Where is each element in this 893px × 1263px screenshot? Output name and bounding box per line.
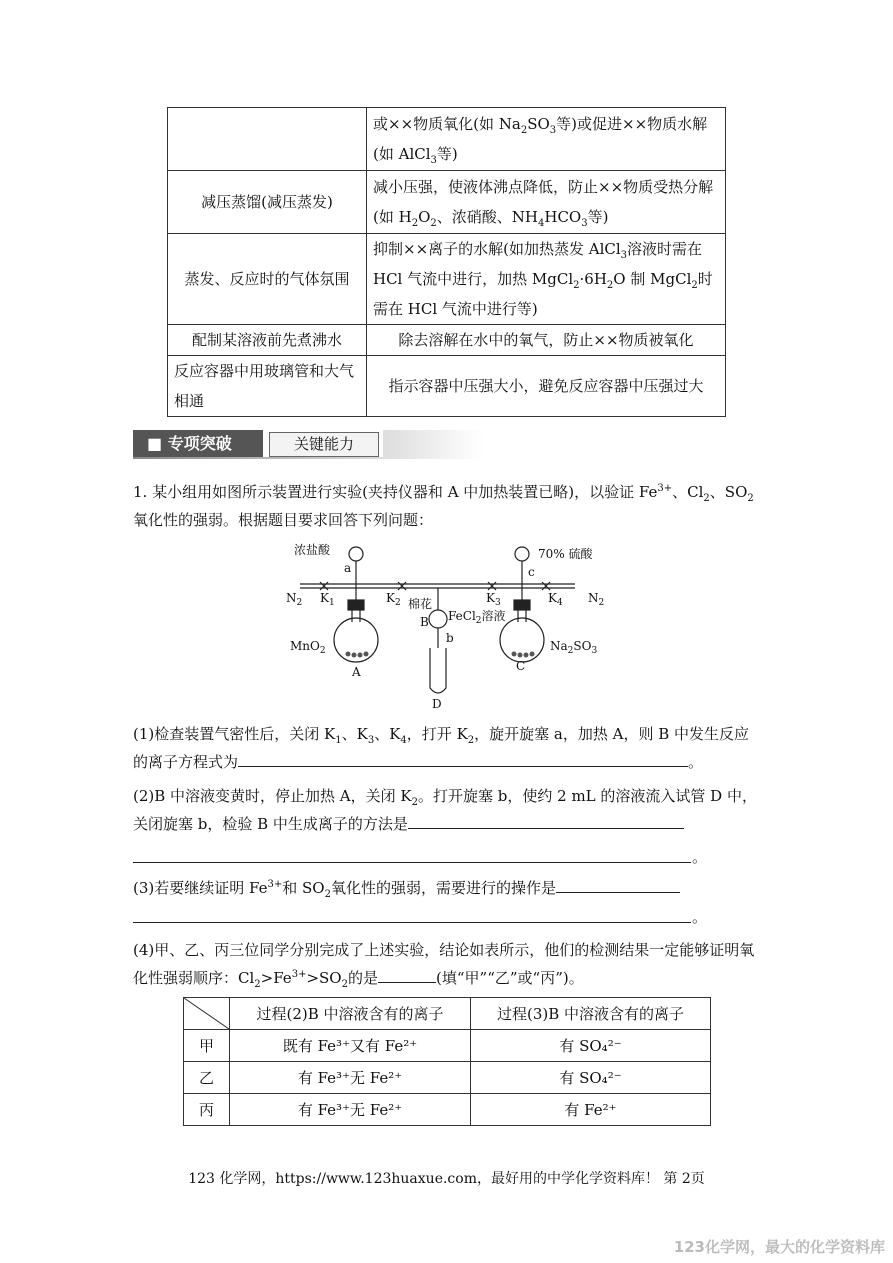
table-cell: 有 Fe³⁺无 Fe²⁺ bbox=[230, 1062, 471, 1094]
table-cell: 有 SO₄²⁻ bbox=[471, 1062, 711, 1094]
question-intro: 1. 某小组用如图所示装置进行实验(夹持仪器和 A 中加热装置已略)，以验证 $Fe^{3+}$、$Cl_2$、$SO_2$ 氧化性的强弱。根据题目要求回答下列问题： bbox=[133, 483, 754, 529]
label-k2: $K_2$ bbox=[386, 591, 401, 608]
table-row bbox=[168, 171, 726, 234]
table-cell: 除去溶解在水中的氧气，防止××物质被氧化 bbox=[367, 325, 726, 356]
answer-blank-4[interactable] bbox=[378, 966, 436, 983]
conditions-table bbox=[167, 107, 726, 417]
label-fecl2: FeCl$_2$溶液 bbox=[448, 609, 506, 626]
label-mno2: MnO$_2$ bbox=[290, 639, 326, 656]
apparatus-diagram bbox=[280, 540, 610, 715]
answer-blank-3b[interactable] bbox=[133, 922, 691, 923]
label-B: B bbox=[420, 615, 429, 629]
answer-blank-1[interactable] bbox=[238, 750, 688, 767]
table-header-cell: 过程(2)B 中溶液含有的离子 bbox=[230, 998, 471, 1030]
banner-title: ■ 专项突破 bbox=[133, 430, 263, 457]
table-cell: 抑制××离子的水解(如加热蒸发 AlCl$_3$溶液时需在 HCl 气流中进行，加热 $MgCl_2\cdot 6H_2O$ 制 MgCl$_2$时需在 HCl 气流中进行等) bbox=[367, 234, 726, 325]
table-cell: 乙 bbox=[184, 1062, 230, 1094]
table-row bbox=[168, 325, 726, 356]
table-cell: 有 SO₄²⁻ bbox=[471, 1030, 711, 1062]
table-cell: 反应容器中用玻璃管和大气相通 bbox=[168, 356, 367, 417]
table-cell: 减压蒸馏(减压蒸发) bbox=[168, 171, 367, 234]
label-A: A bbox=[352, 665, 361, 679]
table-cell: 有 Fe³⁺无 Fe²⁺ bbox=[230, 1094, 471, 1126]
page-footer: 123 化学网，https://www.123huaxue.com，最好用的中学化学资料库！ 第 2页 bbox=[188, 1171, 705, 1187]
table-header-row bbox=[184, 998, 711, 1030]
banner-subtitle: 关键能力 bbox=[269, 432, 379, 457]
table-cell: 丙 bbox=[184, 1094, 230, 1126]
banner-fade bbox=[383, 430, 483, 457]
answer-blank-3a[interactable] bbox=[556, 876, 680, 893]
answer-blank-2b[interactable] bbox=[133, 862, 691, 863]
table-header-cell: 过程(3)B 中溶液含有的离子 bbox=[471, 998, 711, 1030]
table-row bbox=[168, 234, 726, 325]
label-C: C bbox=[516, 659, 526, 673]
table-cell: 蒸发、反应时的气体氛围 bbox=[168, 234, 367, 325]
table-cell: 配制某溶液前先煮沸水 bbox=[168, 325, 367, 356]
question-part-3: (3)若要继续证明 $Fe^{3+}$和 $SO_2$氧化性的强弱，需要进行的操作是 bbox=[133, 874, 763, 902]
question-part-1: (1)检查装置气密性后，关闭 $K_1$、$K_3$、$K_4$，打开 $K_2$，旋开旋塞 a，加热 A，则 B 中发生反应的离子方程式为 。 bbox=[133, 725, 750, 771]
results-table bbox=[183, 997, 711, 1126]
table-row bbox=[184, 1094, 711, 1126]
label-h2so4: 70% 硫酸 bbox=[538, 547, 593, 561]
table-row bbox=[168, 108, 726, 171]
label-hcl: 浓盐酸 bbox=[294, 543, 331, 557]
label-cotton: 棉花 bbox=[408, 597, 433, 611]
table-corner-cell bbox=[184, 998, 230, 1030]
banner-rule bbox=[133, 457, 483, 459]
label-b-valve: b bbox=[446, 631, 454, 645]
label-n2-right: $N_2$ bbox=[588, 591, 605, 608]
table-cell: 指示容器中压强大小，避免反应容器中压强过大 bbox=[367, 356, 726, 417]
question-part-2: (2)B 中溶液变黄时，停止加热 A，关闭 $K_2$。打开旋塞 b，使约 2 mL 的溶液流入试管 D 中，关闭旋塞 b，检验 B 中生成离子的方法是 bbox=[133, 787, 757, 833]
period-3: 。 bbox=[692, 908, 708, 926]
section-banner bbox=[133, 430, 483, 459]
label-na2so3: $Na_2SO_3$ bbox=[550, 639, 598, 656]
label-c-valve: c bbox=[528, 565, 535, 579]
table-cell: 甲 bbox=[184, 1030, 230, 1062]
table-cell: 既有 Fe³⁺又有 Fe²⁺ bbox=[230, 1030, 471, 1062]
table-row bbox=[184, 1030, 711, 1062]
answer-blank-2a[interactable] bbox=[408, 812, 684, 829]
watermark: 123化学网，最大的化学资料库 bbox=[673, 1238, 885, 1256]
label-D: D bbox=[432, 697, 442, 711]
table-cell bbox=[168, 108, 367, 171]
label-k1: $K_1$ bbox=[320, 591, 335, 608]
diagonal-line bbox=[184, 998, 229, 1029]
period-2: 。 bbox=[692, 848, 708, 866]
label-n2-left: $N_2$ bbox=[286, 591, 303, 608]
table-cell: 有 Fe²⁺ bbox=[471, 1094, 711, 1126]
question-part-4: (4)甲、乙、丙三位同学分别完成了上述实验，结论如表所示，他们的检测结果一定能够证明氧化性强弱顺序：$Cl_2>Fe^{3+}>SO_2$的是 (填“甲”“乙”或“丙”)。 bbox=[133, 941, 755, 990]
label-k3: $K_3$ bbox=[486, 591, 501, 608]
table-cell: 减小压强，使液体沸点降低，防止××物质受热分解(如 $H_2O_2$、浓硝酸、$NH_4HCO_3$等) bbox=[367, 171, 726, 234]
label-a: a bbox=[344, 561, 352, 575]
table-cell: 或××物质氧化(如 $Na_2SO_3$等)或促进××物质水解(如 AlCl$_3$等) bbox=[367, 108, 726, 171]
table-row bbox=[168, 356, 726, 417]
table-row bbox=[184, 1062, 711, 1094]
label-k4: $K_4$ bbox=[548, 591, 563, 608]
